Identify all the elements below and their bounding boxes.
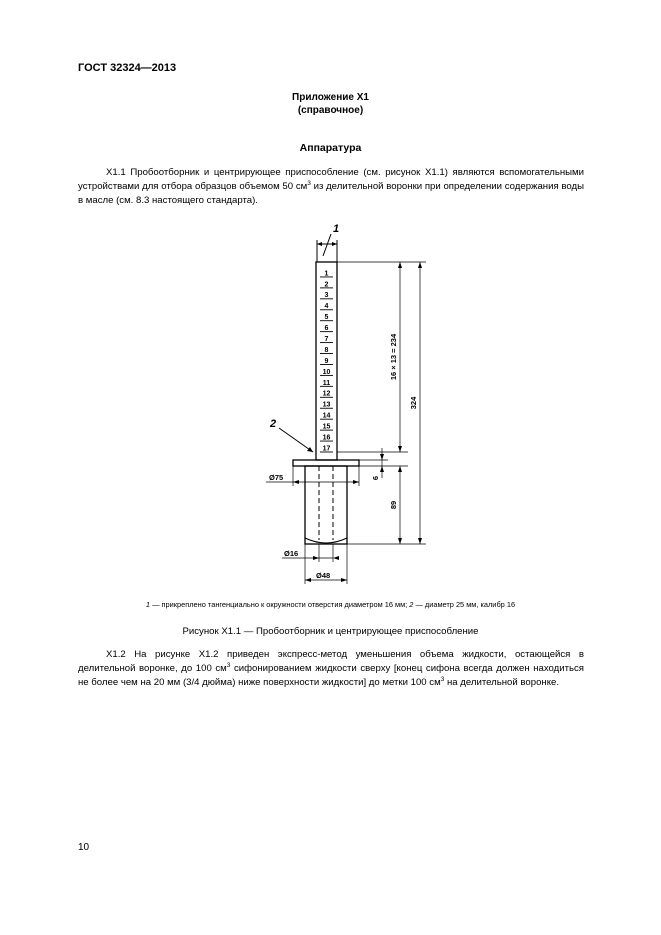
note-text-1: — прикреплено тангенциально к окружности отверстия диаметром 16 мм; [150, 600, 410, 609]
centering-collar [293, 460, 359, 466]
page-number: 10 [78, 842, 90, 853]
scale-mark-label: 6 [324, 325, 329, 333]
para2-text-b: сифонированием жидкости сверху [конец сифона всегда должен находиться не более чем на 20 мм (3/4 дюйма) ниже поверхности жидкости] до метки 100 см [78, 663, 584, 689]
arrow [317, 242, 322, 246]
arrow [418, 262, 422, 268]
figure-label-2: 2 [270, 418, 277, 430]
arrow [398, 538, 402, 544]
para2-text-a: Х1.2 На рисунке Х1.2 приведен экспресс-метод уменьшения объема жидкости, остающейся в делительной воронке, до 100 см [78, 649, 584, 675]
dim-stem-text: 89 [389, 500, 398, 510]
scale-mark-label: 5 [324, 314, 329, 322]
note-ref-1: 1 [145, 600, 151, 609]
arrow [307, 447, 313, 452]
dim-graduation-text: 16 × 13 = 234 [389, 333, 398, 381]
para1-sup: 3 [307, 180, 311, 188]
para2-sup-1: 3 [226, 662, 231, 670]
label1-leader [323, 234, 331, 256]
scale-mark-label: 7 [324, 335, 329, 343]
scale-mark-label: 15 [322, 423, 331, 431]
note-ref-2: 2 [409, 600, 414, 609]
para1-text-b: из делительной воронки при определении содержания воды в масле (см. 8.3 настоящего стандарта). [78, 181, 584, 207]
figure-note [0, 600, 661, 609]
arrow [293, 480, 299, 484]
scale-mark-label: 12 [322, 390, 331, 398]
document-header: ГОСТ 32324—2013 [78, 62, 177, 74]
scale-mark-label: 8 [324, 346, 329, 354]
scale-mark-label: 14 [322, 412, 331, 420]
scale-mark-label: 9 [324, 357, 329, 365]
dimension-arrowheads [293, 242, 422, 582]
para1-text-a: Х1.1 Пробоотборник и центрирующее приспособление (см. рисунок Х1.1) являются вспомогательными устройствами для отбора образцов объемом 50 см [78, 167, 584, 193]
arrow [305, 578, 311, 582]
note-text-2: — диаметр 25 мм, калибр 16 [413, 600, 516, 609]
para2-text-c: на делительной воронке. [444, 677, 560, 689]
figure-drawing [0, 210, 661, 600]
para2-sup-2: 3 [440, 676, 445, 684]
scale-mark-label: 10 [322, 368, 331, 376]
appendix-title: Приложение Х1 [292, 92, 369, 103]
dim-collar-dia-text: Ø75 [269, 473, 284, 482]
scale-mark-label: 1 [324, 270, 329, 278]
dim-stem-dia-text: Ø48 [316, 571, 331, 580]
stem-bottom-curve [305, 538, 347, 543]
arrow [341, 578, 347, 582]
scale-mark-label: 2 [324, 281, 329, 289]
arrow [353, 480, 359, 484]
paragraph-x1-1 [78, 166, 584, 209]
dim-total-text: 324 [409, 396, 418, 410]
arrow [398, 262, 402, 268]
centering-stem [305, 466, 347, 544]
scale-mark-label: 17 [322, 445, 331, 453]
arrow [332, 242, 337, 246]
arrow [398, 466, 402, 472]
arrow [398, 446, 402, 452]
scale-marks [320, 270, 333, 452]
scale-mark-label: 11 [322, 379, 331, 387]
figure-label-1: 1 [333, 223, 340, 235]
scale-mark-label: 3 [324, 292, 329, 300]
arrow [380, 466, 384, 472]
arrow [418, 538, 422, 544]
arrow [380, 454, 384, 460]
arrow [333, 556, 339, 560]
scale-mark-label: 13 [322, 401, 331, 409]
scale-mark-label: 4 [324, 303, 329, 311]
dim-collar-text: 6 [371, 475, 380, 481]
section-title: Аппаратура [299, 142, 362, 154]
label2-leader [279, 428, 313, 452]
appendix-subtitle: (справочное) [297, 105, 364, 116]
scale-mark-label: 16 [322, 434, 331, 442]
arrow [313, 556, 319, 560]
dim-bore-dia-text: Ø16 [284, 549, 299, 558]
paragraph-x1-2 [78, 648, 584, 691]
figure-caption: Рисунок Х1.1 — Пробоотборник и центрирующее приспособление [182, 626, 479, 637]
